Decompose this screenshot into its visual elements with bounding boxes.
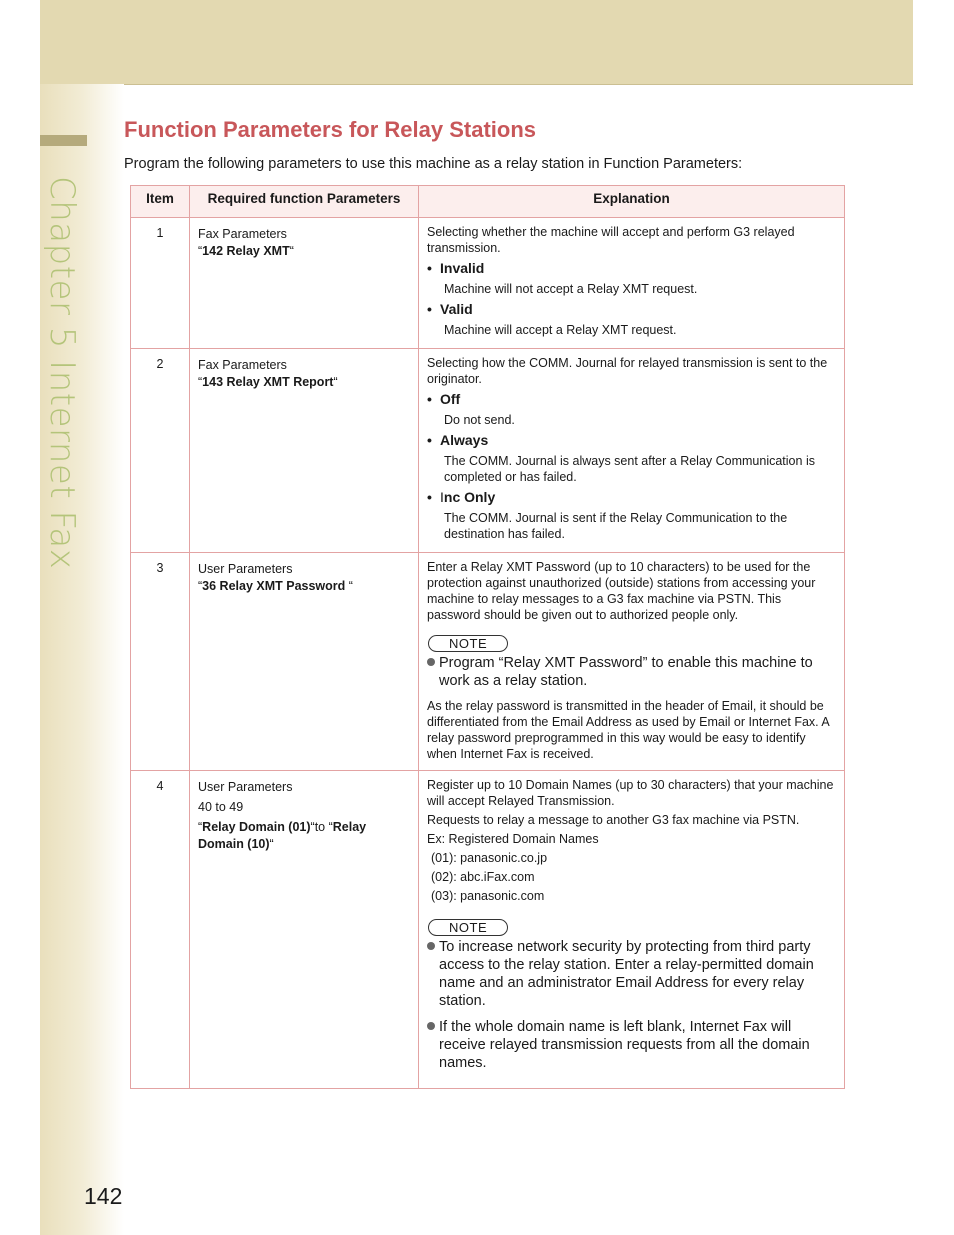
option-description: The COMM. Journal is sent if the Relay Communication to the destination has failed. bbox=[444, 511, 788, 541]
required-parameter-cell bbox=[190, 771, 419, 1089]
option-label: • Invalid bbox=[427, 260, 485, 276]
explanation-cell bbox=[419, 218, 845, 349]
explanation-text: Register up to 10 Domain Names (up to 30 characters) that your machine will accept Relayed Transmission. bbox=[427, 778, 834, 808]
example-label: Ex: Registered Domain Names bbox=[427, 832, 599, 846]
item-number: 2 bbox=[131, 349, 190, 553]
item-number: 4 bbox=[131, 771, 190, 1089]
explanation-cell bbox=[419, 349, 845, 553]
required-parameter-cell bbox=[190, 553, 419, 771]
note-item: If the whole domain name is left blank, Internet Fax will receive relayed transmission requests from all the domain names. bbox=[427, 1018, 836, 1072]
parameter-name: “36 Relay XMT Password “ bbox=[198, 579, 353, 593]
option-label: • Off bbox=[427, 391, 461, 407]
item-number: 1 bbox=[131, 218, 190, 349]
table-row bbox=[131, 349, 845, 553]
option-description: Do not send. bbox=[444, 413, 515, 427]
table-row bbox=[131, 553, 845, 771]
table-row bbox=[131, 771, 845, 1089]
option-description: Machine will not accept a Relay XMT request. bbox=[444, 282, 698, 296]
header-item: Item bbox=[131, 186, 190, 218]
parameter-category: Fax Parameters bbox=[198, 227, 287, 241]
note-badge: NOTE bbox=[428, 919, 508, 936]
header-band bbox=[40, 0, 913, 85]
item-number: 3 bbox=[131, 553, 190, 771]
bullet-icon bbox=[427, 942, 435, 950]
note-badge: NOTE bbox=[428, 635, 508, 652]
bullet-icon bbox=[427, 658, 435, 666]
option-label: • Always bbox=[427, 432, 489, 448]
required-parameter-cell bbox=[190, 349, 419, 553]
note-item: To increase network security by protecting from third party access to the relay station. Enter a relay-permitted domain name and an administrator Email Address for every relay station. bbox=[427, 938, 836, 1010]
header-required-parameters: Required function Parameters bbox=[190, 186, 419, 218]
header-explanation: Explanation bbox=[419, 186, 845, 218]
parameter-name: “143 Relay XMT Report“ bbox=[198, 375, 338, 389]
explanation-cell bbox=[419, 771, 845, 1089]
explanation-cell bbox=[419, 553, 845, 771]
explanation-text: Enter a Relay XMT Password (up to 10 characters) to be used for the protection against unauthorized (outside) stations from accessing your machine to relay messages to a G3 fax machine via PSTN. This password should be given out to authorized people only. bbox=[427, 560, 816, 622]
explanation-extra: As the relay password is transmitted in the header of Email, it should be differentiated from the Email Address as used by Email or Internet Fax. A relay password preprogrammed in this way would be easy to identify when Internet Fax is received. bbox=[427, 699, 830, 761]
explanation-text: Selecting how the COMM. Journal for relayed transmission is sent to the originator. bbox=[427, 356, 828, 386]
option-description: The COMM. Journal is always sent after a Relay Communication is completed or has failed. bbox=[444, 454, 815, 484]
example-domain: (03): panasonic.com bbox=[431, 889, 545, 903]
option-description: Machine will accept a Relay XMT request. bbox=[444, 323, 677, 337]
required-parameter-cell bbox=[190, 218, 419, 349]
parameter-category: Fax Parameters bbox=[198, 358, 287, 372]
bullet-icon bbox=[427, 1022, 435, 1030]
chapter-marker-bar bbox=[40, 135, 87, 146]
section-title: Function Parameters for Relay Stations bbox=[124, 117, 536, 142]
parameter-name: “142 Relay XMT“ bbox=[198, 244, 294, 258]
option-label: • Valid bbox=[427, 301, 473, 317]
chapter-label: Chapter 5 Internet Fax bbox=[42, 176, 82, 570]
table-header-row bbox=[131, 186, 845, 218]
parameter-category: User Parameters bbox=[198, 780, 293, 794]
option-label: • Inc Only bbox=[427, 489, 496, 505]
parameter-category: User Parameters bbox=[198, 562, 293, 576]
explanation-text: Requests to relay a message to another G3 fax machine via PSTN. bbox=[427, 813, 800, 827]
example-domain: (02): abc.iFax.com bbox=[431, 870, 535, 884]
parameter-range: 40 to 49 bbox=[198, 800, 244, 814]
parameter-name: “Relay Domain (01)“to “Relay Domain (10)“ bbox=[198, 820, 367, 851]
explanation-text: Selecting whether the machine will accept and perform G3 relayed transmission. bbox=[427, 225, 795, 255]
parameters-table bbox=[130, 185, 845, 1089]
table-row bbox=[131, 218, 845, 349]
page-number: 142 bbox=[84, 1183, 123, 1209]
intro-text: Program the following parameters to use this machine as a relay station in Function Parameters: bbox=[124, 156, 743, 172]
example-domain: (01): panasonic.co.jp bbox=[431, 851, 548, 865]
note-item: Program “Relay XMT Password” to enable this machine to work as a relay station. bbox=[427, 654, 836, 690]
